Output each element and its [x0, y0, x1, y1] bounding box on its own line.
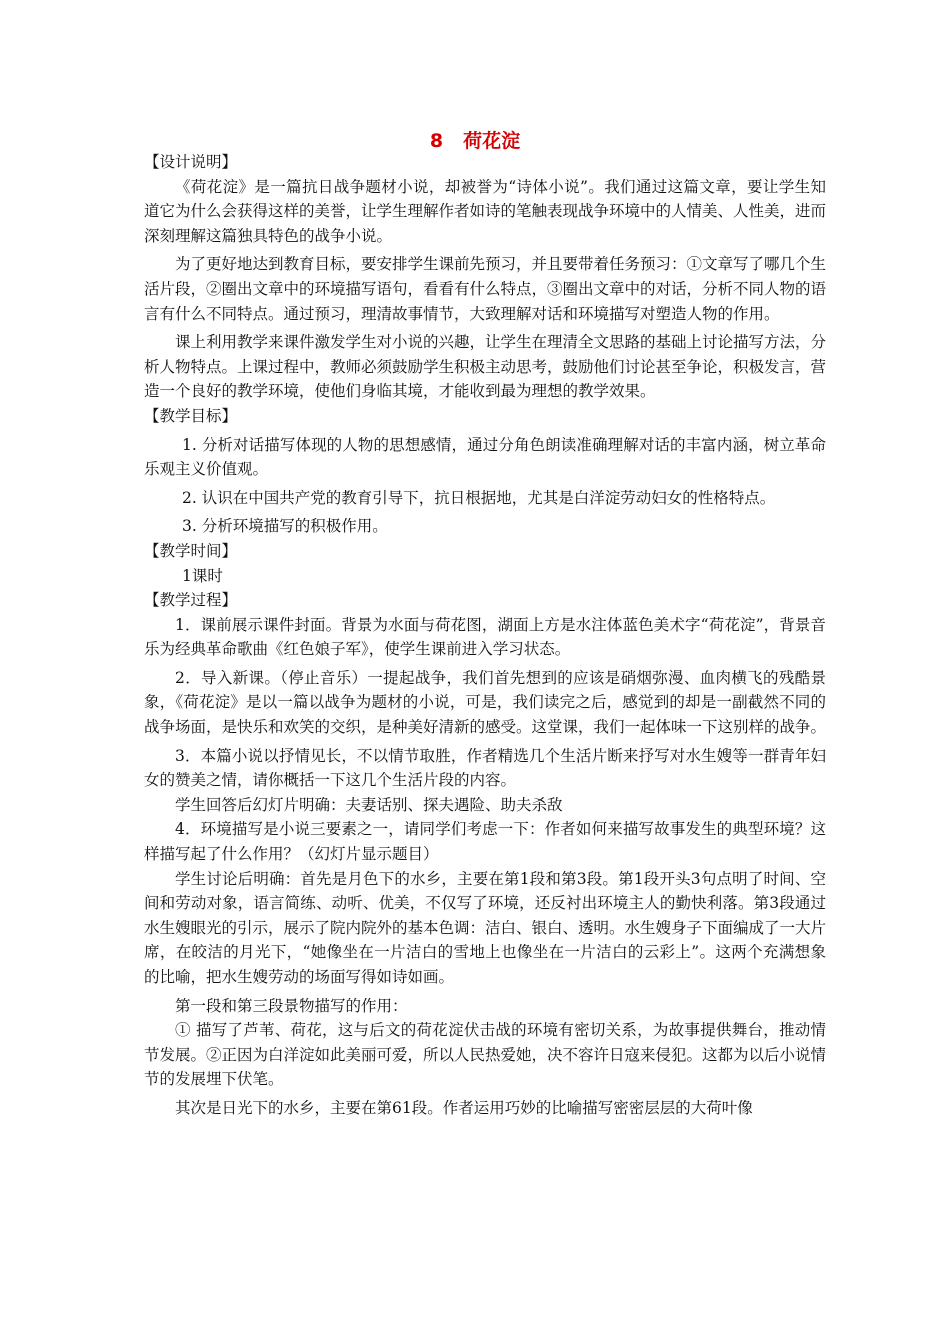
paragraph: 课上利用教学来课件激发学生对小说的兴趣，让学生在理清全文思路的基础上讨论描写方法，分析人物特点。上课过程中，教师必须鼓励学生积极主动思考，鼓励他们讨论甚至争论，积极发言，营造一个良好的教学环境，使他们身临其境，才能收到最为理想的教学效果。	[144, 333, 827, 401]
title-text: 荷花淀	[463, 130, 521, 152]
section-heading-process: 【教学过程】	[144, 591, 238, 610]
process-answer: 学生讨论后明确：首先是月色下的水乡，主要在第1段和第3段。第1段开头3句点明了时间、空间和劳动对象，语言简练、动听、优美，不仅写了环境，还反衬出环境主人的勤快利落。第3段通过水生嫂眼光的引示，展示了院内院外的基本色调：洁白、银白、透明。水生嫂身子下面编成了一大片席，在皎洁的月光下，“她像坐在一片洁白的雪地上也像坐在一片洁白的云彩上”。这两个充满想象的比喻，把水生嫂劳动的场面写得如诗如画。	[144, 869, 827, 986]
process-step: 3．本篇小说以抒情见长，不以情节取胜，作者精选几个生活片断来抒写对水生嫂等一群青年妇女的赞美之情，请你概括一下这几个生活片段的内容。	[144, 746, 826, 790]
process-answer: ① 描写了芦苇、荷花，这与后文的荷花淀伏击战的环境有密切关系，为故事提供舞台，推动情节发展。②正因为白洋淀如此美丽可爱，所以人民热爱她，决不容许日寇来侵犯。这都为以后小说情节的发展埋下伏笔。	[144, 1021, 827, 1089]
section-heading-design: 【设计说明】	[144, 153, 238, 171]
process-step: 1．课前展示课件封面。背景为水面与荷花图，湖面上方是水注体蓝色美术字“荷花淀”，背景音乐为经典革命歌曲《红色娘子军》，使学生课前进入学习状态。	[144, 615, 826, 659]
page-title	[0, 126, 950, 153]
section-heading-goals: 【教学目标】	[144, 406, 238, 425]
section-heading-time: 【教学时间】	[144, 541, 238, 560]
goal-item: 1. 分析对话描写体现的人物的思想感情，通过分角色朗读准确理解对话的丰富内涵，树立革命乐观主义价值观。	[144, 435, 826, 479]
process-step: 2．导入新课。（停止音乐）一提起战争，我们首先想到的应该是硝烟弥漫、血肉横飞的残酷景象，《荷花淀》是以一篇以战争为题材的小说，可是，我们读完之后，感觉到的却是一副截然不同的战争场面，是快乐和欢笑的交织，是种美好清新的感受。这堂课，我们一起体味一下这别样的战争。	[144, 668, 827, 737]
process-answer: 其次是日光下的水乡，主要在第61段。作者运用巧妙的比喻描写密密层层的大荷叶像	[175, 1098, 753, 1117]
process-answer: 学生回答后幻灯片明确：夫妻话别、探夫遇险、助夫杀敌	[175, 795, 563, 814]
goal-item: 2. 认识在中国共产党的教育引导下，抗日根据地，尤其是白洋淀劳动妇女的性格特点。	[182, 488, 776, 507]
paragraph: 为了更好地达到教育目标，要安排学生课前先预习，并且要带着任务预习：①文章写了哪几个生活片段，②圈出文章中的环境描写语句，看看有什么特点，③圈出文章中的对话，分析不同人物的语言有什么不同特点。通过预习，理清故事情节，大致理解对话和环境描写对塑造人物的作用。	[144, 255, 827, 323]
document-body	[144, 150, 826, 1121]
process-step: 4．环境描写是小说三要素之一，请同学们考虑一下：作者如何来描写故事发生的典型环境？这样描写起了什么作用？（幻灯片显示题目）	[144, 820, 826, 864]
process-answer: 第一段和第三段景物描写的作用：	[175, 996, 408, 1015]
lesson-duration: 1课时	[182, 566, 223, 585]
goal-item: 3. 分析环境描写的积极作用。	[182, 517, 388, 536]
title-number: 8	[429, 130, 444, 152]
paragraph: 《荷花淀》是一篇抗日战争题材小说，却被誉为“诗体小说”。我们通过这篇文章，要让学生知道它为什么会获得这样的美誉，让学生理解作者如诗的笔触表现战争环境中的人情美、人性美，进而深刻理解这篇独具特色的战争小说。	[144, 177, 827, 245]
